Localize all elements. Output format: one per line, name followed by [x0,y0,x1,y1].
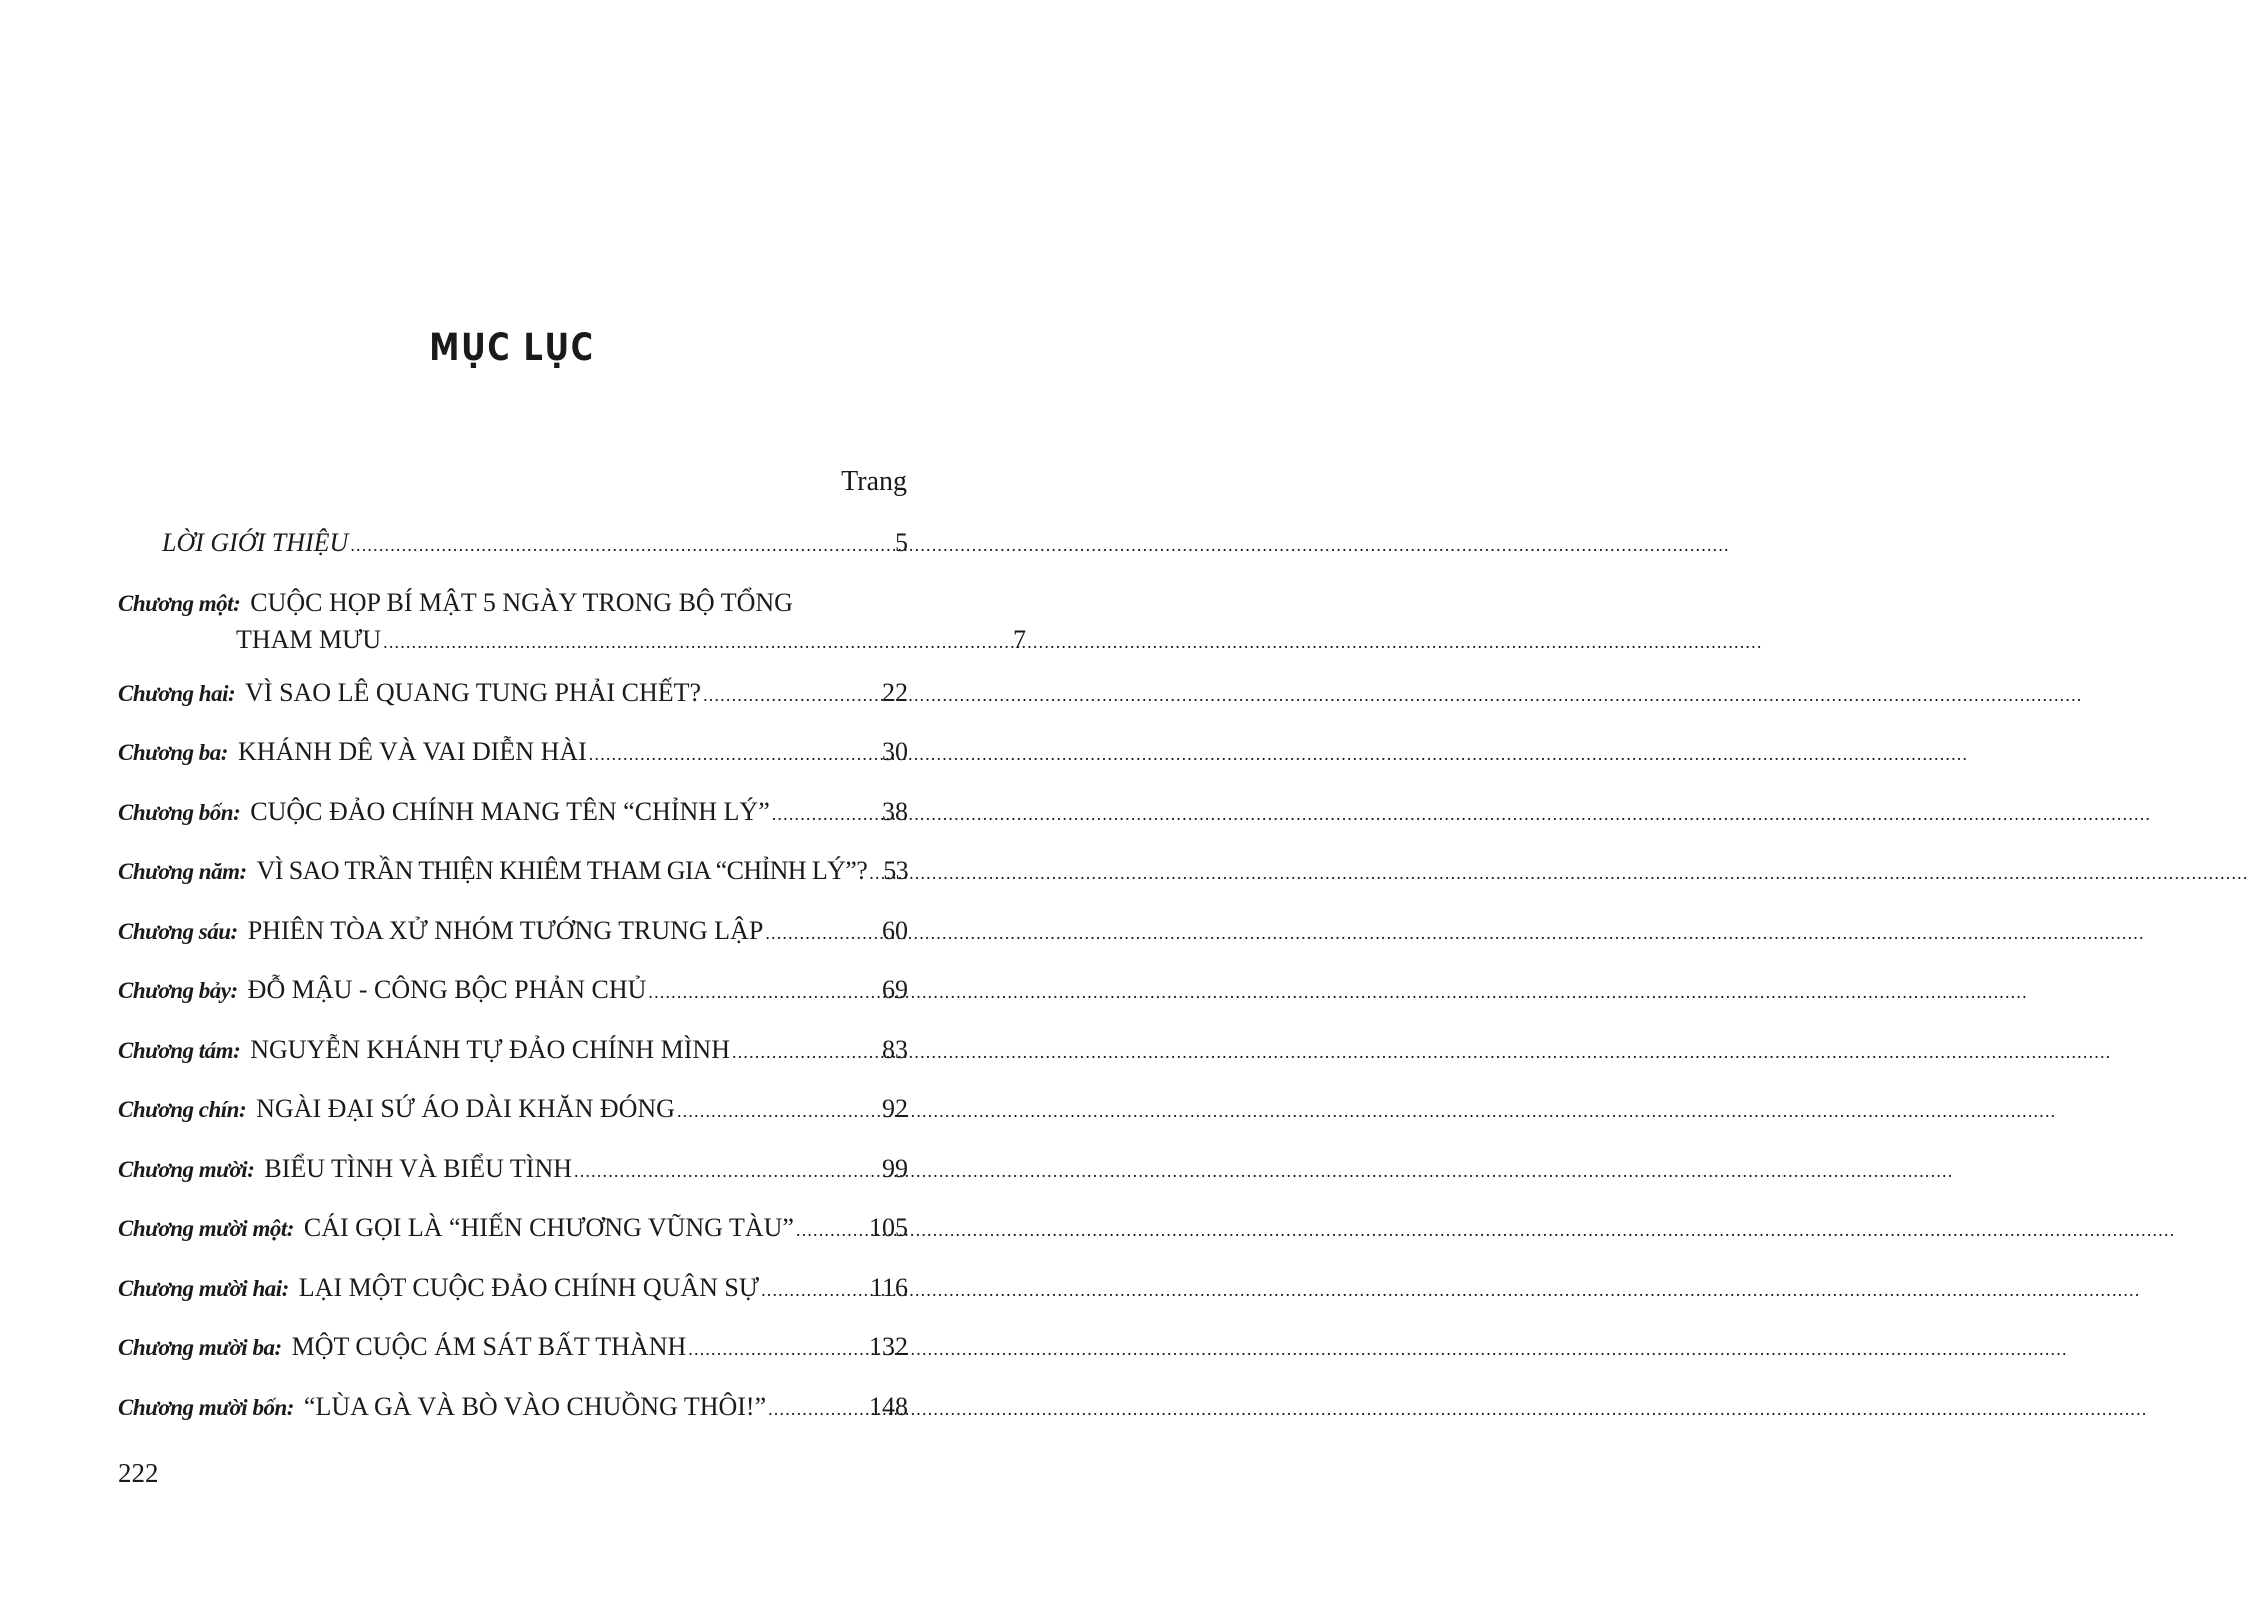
toc-entry-chapter-12 [118,1270,908,1330]
dot-leader [869,855,881,891]
toc-entry-title: “LÙA GÀ VÀ BÒ VÀO CHUỒNG THÔI!” [303,1391,767,1421]
toc-entry-page: 5 [895,528,908,557]
toc-entry-chapter-8 [118,1032,908,1092]
dot-leader [796,1212,867,1248]
toc-entry-page: 53 [883,856,908,885]
dot-leader [761,1272,868,1308]
toc-entry-chapter-11 [118,1210,908,1270]
toc-entry-title: KHÁNH DÊ VÀ VAI DIỄN HÀI [237,737,587,766]
dot-leader [768,1391,867,1427]
chapter-label: Chương chín: [118,1097,247,1122]
book-page [0,0,1024,1615]
toc-entry-chapter-4 [118,794,908,854]
toc-entry-page: 92 [882,1094,908,1123]
dot-leader [350,527,893,563]
chapter-label: Chương hai: [118,680,236,706]
chapter-label: Chương mười một: [118,1216,294,1241]
toc-entry-title: PHIÊN TÒA XỬ NHÓM TƯỚNG TRUNG LẬP [247,915,764,945]
chapter-label: Chương mười hai: [118,1275,289,1301]
toc-entry-page: 116 [869,1272,908,1302]
toc-entry-title: BIỂU TÌNH VÀ BIỂU TÌNH [264,1153,573,1183]
toc-entry-chapter-13 [118,1329,908,1389]
toc-entry-page: 83 [882,1034,908,1064]
toc-entry-title: NGUYỄN KHÁNH TỰ ĐẢO CHÍNH MÌNH [250,1034,730,1064]
dot-leader [589,736,880,772]
chapter-label: Chương tám: [118,1037,241,1063]
toc-entry-title: CUỘC HỌP BÍ MẬT 5 NGÀY TRONG BỘ TỔNG [250,587,793,617]
toc-entry-page: 30 [882,737,908,766]
page-title: MỤC LỤC [429,326,595,369]
toc-entry-chapter-2 [118,675,908,735]
dot-leader [677,1093,880,1129]
toc-entry-page: 105 [869,1213,908,1242]
toc-entry-page: 148 [869,1391,908,1421]
toc-entry-chapter-1 [118,585,1026,675]
toc-entry-chapter-7 [118,972,908,1032]
dot-leader [732,1034,880,1070]
dot-leader [772,796,880,832]
dot-leader [648,974,880,1010]
chapter-label: Chương sáu: [118,918,238,944]
toc-entry-chapter-3 [118,734,908,794]
toc-entry-page: 60 [882,915,908,945]
toc-entry-title: CÁI GỌI LÀ “HIẾN CHƯƠNG VŨNG TÀU” [303,1213,794,1242]
toc-entry-title: VÌ SAO LÊ QUANG TUNG PHẢI CHẾT? [245,677,702,707]
toc-entry-chapter-10 [118,1151,908,1211]
toc-entry-title: VÌ SAO TRẦN THIỆN KHIÊM THAM GIA “CHỈNH LÝ”? [256,856,868,885]
toc-entry-chapter-6 [118,913,908,973]
toc-entry-chapter-14 [118,1389,908,1449]
toc-entry-page: 69 [882,975,908,1004]
chapter-label: Chương bốn: [118,799,241,825]
page-number: 222 [118,1458,159,1488]
toc-entry-title: NGÀI ĐẠI SỨ ÁO DÀI KHĂN ĐÓNG [256,1094,675,1123]
toc-entry-page: 38 [882,796,908,826]
toc-entry-page: 132 [869,1332,908,1361]
toc-entry-chapter-9 [118,1091,908,1151]
toc-entry-title: CUỘC ĐẢO CHÍNH MANG TÊN “CHỈNH LÝ” [250,796,770,826]
toc-entry-title: LẠI MỘT CUỘC ĐẢO CHÍNH QUÂN SỰ [298,1272,760,1302]
toc-entry-intro [118,525,908,585]
chapter-label: Chương mười ba: [118,1335,282,1360]
chapter-label: Chương mười bốn: [118,1394,294,1420]
toc-entry-title-continued: THAM MƯU [236,624,382,654]
dot-leader [688,1331,867,1367]
chapter-label: Chương bảy: [118,978,238,1003]
dot-leader [383,624,1011,660]
dot-leader [765,915,880,951]
chapter-label: Chương năm: [118,859,247,884]
toc-entry-page: 7 [1013,624,1026,654]
chapter-label: Chương ba: [118,740,228,765]
toc-entry-page: 22 [882,677,908,707]
dot-leader [574,1153,880,1189]
dot-leader [703,677,880,713]
toc-entry-title: LỜI GIỚI THIỆU [162,528,349,557]
toc-entry-page: 99 [882,1153,908,1183]
chapter-label: Chương mười: [118,1156,255,1182]
toc-entry-title: MỘT CUỘC ÁM SÁT BẤT THÀNH [291,1332,687,1361]
toc-entry-chapter-5 [118,853,908,913]
page-column-label: Trang [841,466,907,497]
chapter-label: Chương một: [118,590,241,616]
table-of-contents [118,525,1026,1448]
toc-entry-title: ĐỖ MẬU - CÔNG BỘC PHẢN CHỦ [247,975,647,1004]
